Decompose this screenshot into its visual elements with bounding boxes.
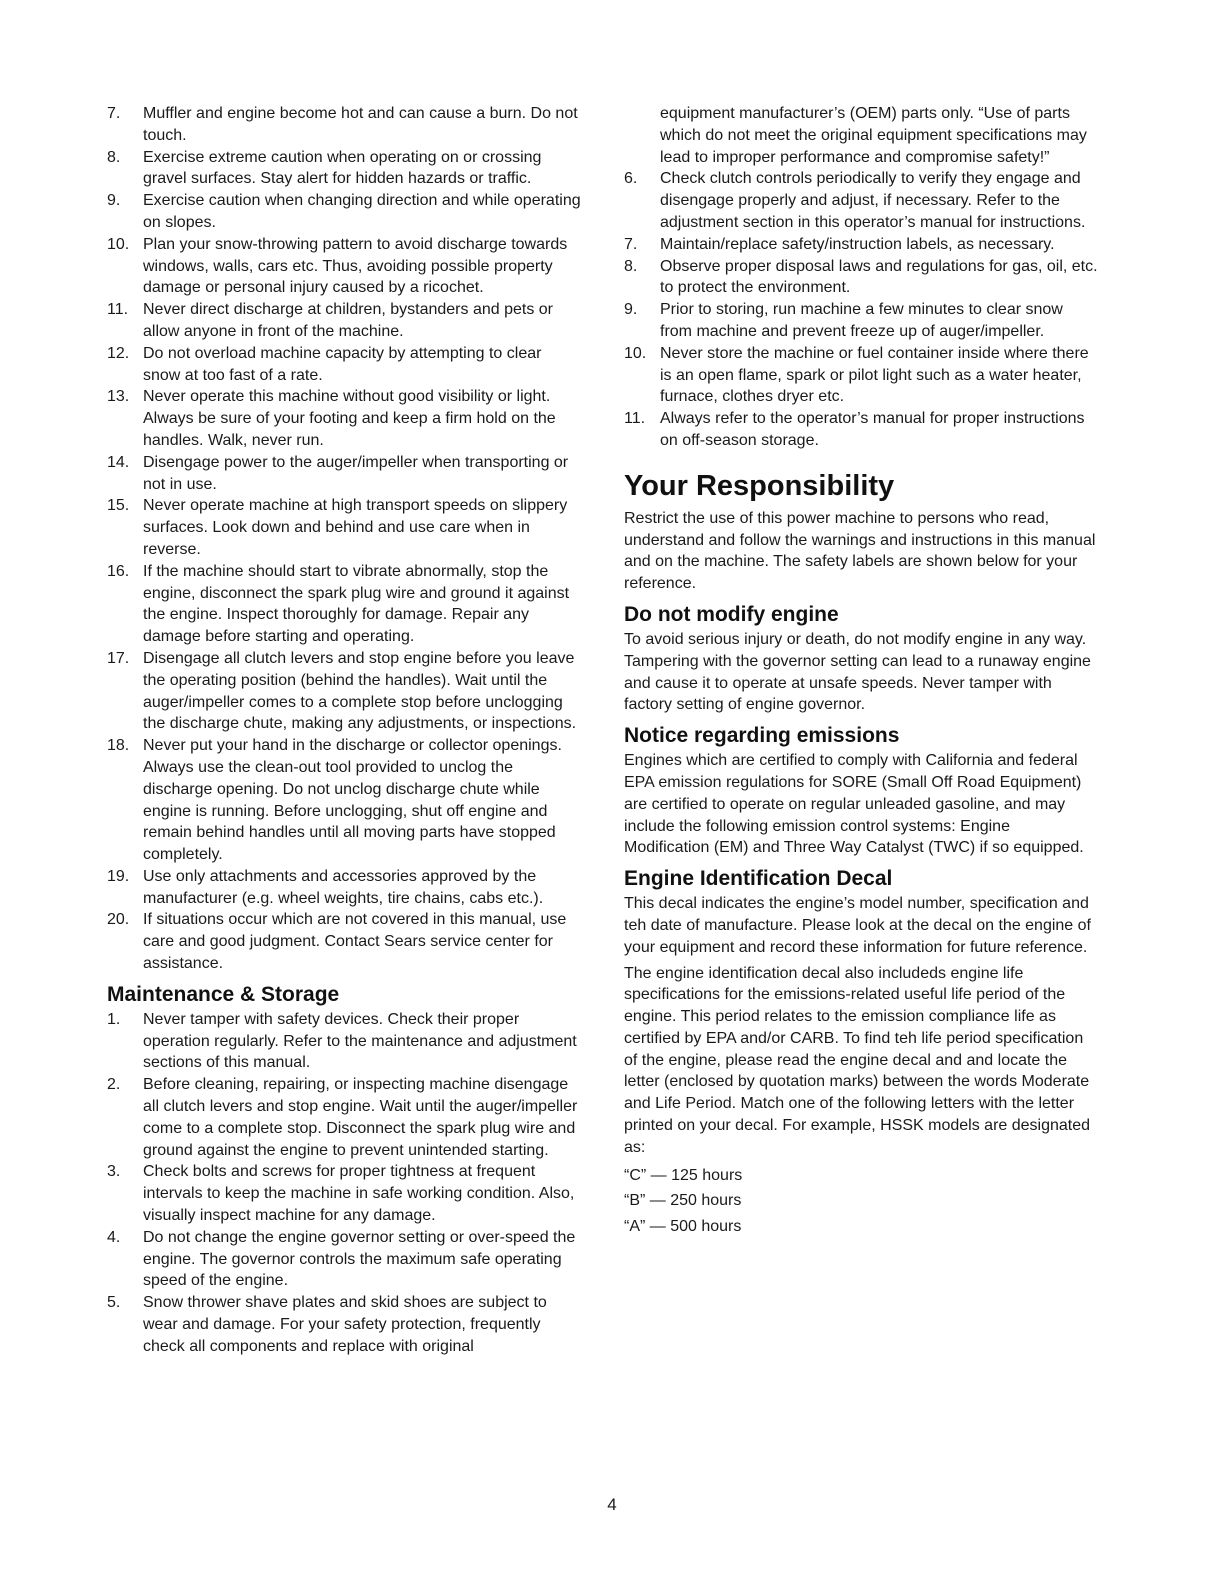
list-item bbox=[624, 299, 1099, 343]
list-item bbox=[107, 866, 582, 910]
item-text: Never operate machine at high transport speeds on slippery surfaces. Look down and behind and use care when in reverse. bbox=[143, 497, 568, 558]
item-number: 3. bbox=[107, 1163, 121, 1181]
item-text: If the machine should start to vibrate abnormally, stop the engine, disconnect the spark plug wire and ground it against the engine. Inspect thoroughly for damage. Repair any damage before starting and operating. bbox=[143, 562, 570, 646]
decal-heading: Engine Identification Decal bbox=[624, 867, 893, 891]
item-text: If situations occur which are not covered in this manual, use care and good judgment. Contact Sears service center for assistance. bbox=[143, 911, 567, 973]
item-text: Never operate this machine without good visibility or light. Always be sure of your footing and keep a firm hold on the handles. Walk, never run. bbox=[143, 388, 556, 449]
emissions-heading: Notice regarding emissions bbox=[624, 724, 900, 748]
hours-line-a: “A” — 500 hours bbox=[624, 1217, 742, 1235]
item-text: Use only attachments and accessories approved by the manufacturer (e.g. wheel weights, tire chains, cabs etc.). bbox=[143, 867, 544, 907]
modify-engine-heading: Do not modify engine bbox=[624, 602, 839, 626]
item-text: Disengage all clutch levers and stop engine before you leave the operating position (behind the handles). Wait until the auger/impeller comes to a complete stop before unclogging the discharge chute, making any adjustments, or inspections. bbox=[143, 649, 577, 733]
list-item bbox=[107, 1227, 582, 1292]
item-text: Prior to storing, run machine a few minutes to clear snow from machine and prevent freeze up of auger/impeller. bbox=[660, 301, 1063, 340]
list-item bbox=[624, 234, 1099, 256]
item-text: Disengage power to the auger/impeller when transporting or not in use. bbox=[143, 453, 569, 493]
item-number: 9. bbox=[107, 192, 121, 210]
hours-line-c: “C” — 125 hours bbox=[624, 1166, 743, 1184]
list-item bbox=[107, 299, 582, 343]
item-text: Always refer to the operator’s manual for proper instructions on off-season storage. bbox=[660, 410, 1085, 449]
item-text: Do not overload machine capacity by attempting to clear snow at too fast of a rate. bbox=[143, 344, 542, 384]
list-item bbox=[107, 1074, 582, 1161]
item-number: 15. bbox=[107, 497, 130, 515]
item-text: equipment manufacturer’s (OEM) parts only. “Use of parts which do not meet the original equipment specifications may lead to improper performance and compromise safety!” bbox=[660, 105, 1087, 166]
item-text: Observe proper disposal laws and regulations for gas, oil, etc. to protect the environment. bbox=[660, 257, 1098, 297]
item-number: 5. bbox=[107, 1294, 121, 1312]
list-item bbox=[107, 190, 582, 234]
list-item bbox=[107, 147, 582, 191]
list-item bbox=[107, 234, 582, 299]
item-text: Exercise extreme caution when operating on or crossing gravel surfaces. Stay alert for hidden hazards or traffic. bbox=[143, 148, 542, 188]
item-number: 6. bbox=[624, 170, 638, 188]
item-number: 12. bbox=[107, 344, 130, 362]
item-number: 7. bbox=[107, 105, 121, 122]
item-number: 9. bbox=[624, 301, 638, 319]
item-text: Do not change the engine governor setting or over-speed the engine. The governor controls the maximum safe operating speed of the engine. bbox=[143, 1228, 576, 1290]
maintenance-list-continued bbox=[624, 103, 1099, 452]
item-number: 11. bbox=[107, 301, 129, 319]
list-item bbox=[107, 495, 582, 560]
item-number: 20. bbox=[107, 911, 130, 929]
item-number: 1. bbox=[107, 1010, 121, 1028]
list-item bbox=[624, 408, 1099, 452]
item-text: Never tamper with safety devices. Check their proper operation regularly. Refer to the maintenance and adjustment sections of this manual. bbox=[143, 1010, 577, 1072]
list-item bbox=[624, 256, 1099, 300]
responsibility-text: Restrict the use of this power machine to persons who read, understand and follow the warnings and instructions in this manual and on the machine. The safety labels are shown below for your reference. bbox=[624, 509, 1096, 593]
item-number: 7. bbox=[624, 235, 638, 253]
item-number: 8. bbox=[624, 257, 638, 275]
item-number: 14. bbox=[107, 453, 130, 471]
list-item bbox=[107, 386, 582, 451]
item-number: 10. bbox=[624, 344, 647, 362]
item-text: Snow thrower shave plates and skid shoes are subject to wear and damage. For your safety protection, frequently check all components and replace with original bbox=[143, 1294, 547, 1355]
hours-line-b: “B” — 250 hours bbox=[624, 1192, 742, 1210]
left-column bbox=[107, 103, 582, 1358]
list-item-continuation bbox=[624, 103, 1099, 168]
list-item bbox=[107, 561, 582, 648]
item-text: Never put your hand in the discharge or collector openings. Always use the clean-out tool provided to unclog the discharge opening. Do not unclog discharge chute while engine is running. Before unclogging, shut off engine and remain behind handles until all moving parts have stopped completely. bbox=[143, 737, 562, 864]
maintenance-heading: Maintenance & Storage bbox=[107, 982, 340, 1006]
responsibility-heading: Your Responsibility bbox=[624, 469, 895, 502]
list-item bbox=[107, 648, 582, 735]
decal-text-1: This decal indicates the engine’s model number, specification and teh date of manufacture. Please look at the decal on the engine of your equipment and record these information for future reference. bbox=[624, 895, 1091, 956]
item-number: 10. bbox=[107, 235, 130, 253]
right-column bbox=[624, 103, 1099, 1239]
item-number: 18. bbox=[107, 737, 130, 755]
maintenance-list bbox=[107, 1009, 582, 1358]
item-number: 8. bbox=[107, 148, 121, 166]
item-number: 11. bbox=[624, 410, 646, 428]
item-text: Plan your snow-throwing pattern to avoid discharge towards windows, walls, cars etc. Thus, avoiding possible property damage or personal injury caused by a ricochet. bbox=[143, 235, 568, 297]
item-text: Check clutch controls periodically to verify they engage and disengage properly and adjust, if necessary. Refer to the adjustment section in this operator’s manual for instructions. bbox=[660, 170, 1086, 231]
item-number: 13. bbox=[107, 388, 130, 406]
safety-list bbox=[107, 103, 582, 975]
item-number: 19. bbox=[107, 867, 130, 885]
item-text: Never store the machine or fuel container inside where there is an open flame, spark or pilot light such as a water heater, furnace, clothes dryer etc. bbox=[660, 344, 1089, 406]
list-item bbox=[624, 168, 1099, 233]
list-item bbox=[107, 909, 582, 974]
list-item bbox=[107, 103, 582, 147]
list-item bbox=[107, 343, 582, 387]
list-item bbox=[107, 1009, 582, 1074]
list-item bbox=[107, 1292, 582, 1357]
emissions-text: Engines which are certified to comply with California and federal EPA emission regulations for SORE (Small Off Road Equipment) are certified to operate on regular unleaded gasoline, and may include the following emission control systems: Engine Modification (EM) and Three Way Catalyst (TWC) if so equipped. bbox=[624, 752, 1084, 857]
item-number: 2. bbox=[107, 1076, 121, 1094]
item-number: 4. bbox=[107, 1228, 121, 1246]
list-item bbox=[624, 343, 1099, 408]
item-text: Before cleaning, repairing, or inspecting machine disengage all clutch levers and stop engine. Wait until the auger/impeller come to a complete stop. Disconnect the spark plug wire and ground against the engine to prevent unintended starting. bbox=[143, 1076, 578, 1159]
list-item bbox=[107, 452, 582, 496]
list-item bbox=[107, 735, 582, 866]
list-item bbox=[107, 1161, 582, 1226]
modify-engine-text: To avoid serious injury or death, do not modify engine in any way. Tampering with the governor setting can lead to a runaway engine and cause it to operate at unsafe speeds. Never tamper with factory setting of engine governor. bbox=[624, 630, 1091, 714]
item-number: 17. bbox=[107, 649, 130, 667]
item-number: 16. bbox=[107, 562, 130, 580]
page-number: 4 bbox=[607, 1495, 617, 1514]
item-text: Muffler and engine become hot and can cause a burn. Do not touch. bbox=[143, 105, 578, 144]
decal-text-2: The engine identification decal also includeds engine life specifications for the emissions-related useful life period of the engine. This period relates to the emission compliance life as certified by EPA and/or CARB. To find teh life period specification of the engine, please read the engine decal and and locate the letter (enclosed by quotation marks) between the words Moderate and Life Period. Match one of the following letters with the letter printed on your decal. For example, HSSK models are designated as: bbox=[624, 964, 1091, 1156]
item-text: Maintain/replace safety/instruction labels, as necessary. bbox=[660, 235, 1055, 253]
item-text: Never direct discharge at children, bystanders and pets or allow anyone in front of the machine. bbox=[143, 301, 553, 340]
item-text: Check bolts and screws for proper tightness at frequent intervals to keep the machine in safe working condition. Also, visually inspect machine for any damage. bbox=[143, 1163, 575, 1225]
item-text: Exercise caution when changing direction and while operating on slopes. bbox=[143, 192, 581, 231]
